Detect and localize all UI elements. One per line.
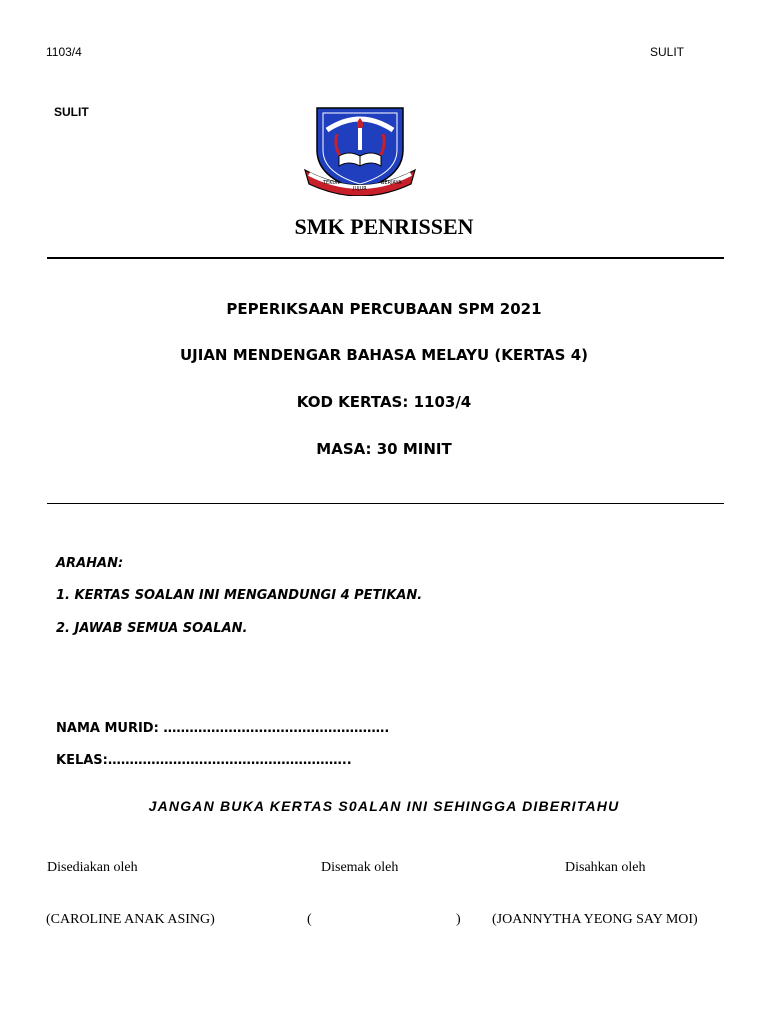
student-name-field: NAMA MURID: …………………………………………….: [56, 721, 390, 736]
motto-word-1: TEKUN: [323, 180, 340, 186]
exam-duration: MASA: 30 MINIT: [316, 440, 452, 458]
instructions-heading: ARAHAN:: [56, 556, 124, 571]
prepared-by-name: (CAROLINE ANAK ASING): [46, 912, 215, 927]
instruction-item-2: 2. JAWAB SEMUA SOALAN.: [56, 621, 248, 636]
divider-top: [47, 257, 724, 259]
checked-by-open-paren: (: [307, 912, 312, 927]
checked-by-close-paren: ): [456, 912, 461, 927]
instruction-item-1: 1. KERTAS SOALAN INI MENGANDUNGI 4 PETIKAN.: [56, 588, 423, 603]
school-crest-logo: [303, 104, 417, 196]
sulit-header-right: SULIT: [650, 45, 685, 59]
prepared-by-label: Disediakan oleh: [47, 860, 138, 875]
divider-middle: [47, 503, 724, 504]
class-field: KELAS:………………………………………………..: [56, 753, 352, 768]
do-not-open-warning: JANGAN BUKA KERTAS S0ALAN INI SEHINGGA DIBERITAHU: [148, 798, 620, 814]
paper-code: KOD KERTAS: 1103/4: [296, 393, 472, 411]
sulit-label-left: SULIT: [54, 105, 89, 119]
school-name: SMK PENRISSEN: [294, 214, 474, 239]
motto-word-2: JUJUR: [353, 186, 367, 192]
approved-by-name: (JOANNYTHA YEONG SAY MOI): [492, 912, 698, 927]
motto-word-3: BERJAYA: [381, 180, 402, 186]
exam-title: PEPERIKSAAN PERCUBAAN SPM 2021: [226, 300, 542, 318]
checked-by-label: Disemak oleh: [321, 860, 399, 875]
approved-by-label: Disahkan oleh: [565, 860, 646, 875]
paper-code-header: 1103/4: [46, 45, 82, 59]
exam-subject: UJIAN MENDENGAR BAHASA MELAYU (KERTAS 4): [179, 346, 588, 364]
